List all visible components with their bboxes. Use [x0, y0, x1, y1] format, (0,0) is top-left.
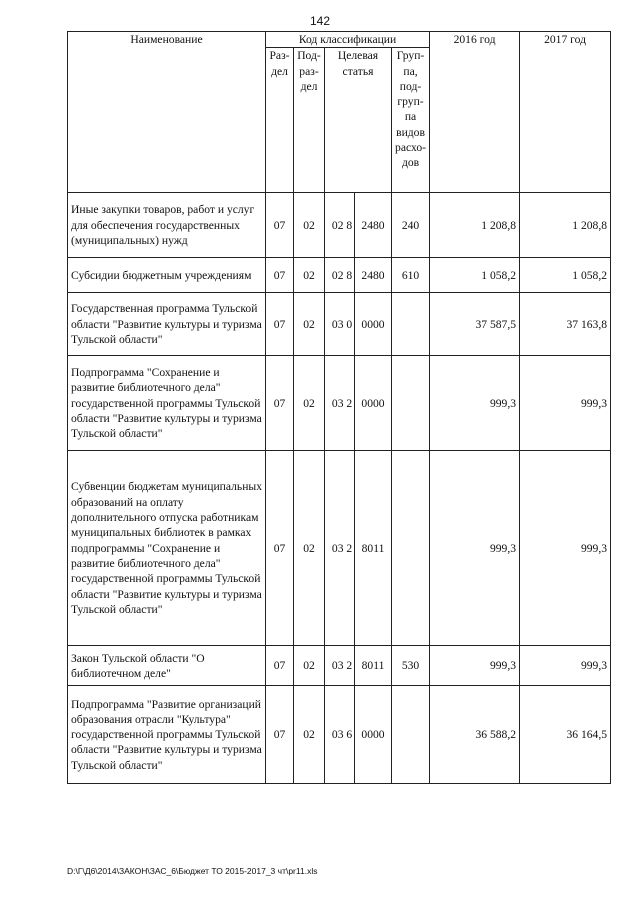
row-target-part3: 2480: [355, 258, 392, 293]
row-podrazdel: 02: [294, 258, 325, 293]
header-year-2016: 2016 год: [430, 32, 520, 193]
row-podrazdel: 02: [294, 686, 325, 784]
row-razdel: 07: [266, 258, 294, 293]
row-target-part1: 03: [325, 451, 345, 646]
row-target-part3: 0000: [355, 356, 392, 451]
row-amount-2016: 999,3: [430, 356, 520, 451]
row-podrazdel: 02: [294, 646, 325, 686]
row-podrazdel: 02: [294, 451, 325, 646]
table-row: [68, 356, 611, 451]
row-razdel: 07: [266, 451, 294, 646]
row-target-part2: 0: [345, 293, 355, 356]
page-number: 142: [309, 14, 331, 28]
row-target-part3: 8011: [355, 646, 392, 686]
header-code-group: Код классификации: [266, 32, 430, 48]
header-target-article: Целевая статья: [325, 48, 392, 193]
row-target-part1: 03: [325, 356, 345, 451]
row-target-part2: 6: [345, 686, 355, 784]
table-row: [68, 646, 611, 686]
file-path-footer: D:\Г\Д6\2014\ЗАКОН\ЗАС_6\Бюджет ТО 2015-2017_3 чт\pr11.xls: [67, 866, 318, 876]
header-year-2017: 2017 год: [520, 32, 611, 193]
row-expense-type: 610: [392, 258, 430, 293]
row-amount-2017: 999,3: [520, 451, 611, 646]
row-target-part3: 0000: [355, 293, 392, 356]
row-target-part2: 8: [345, 258, 355, 293]
row-amount-2016: 36 588,2: [430, 686, 520, 784]
row-amount-2016: 1 058,2: [430, 258, 520, 293]
row-target-part2: 2: [345, 451, 355, 646]
row-amount-2017: 37 163,8: [520, 293, 611, 356]
table-row: [68, 686, 611, 784]
row-amount-2016: 37 587,5: [430, 293, 520, 356]
row-target-part1: 03: [325, 646, 345, 686]
row-expense-type: 530: [392, 646, 430, 686]
row-target-part1: 03: [325, 686, 345, 784]
budget-table: [67, 31, 611, 784]
row-razdel: 07: [266, 356, 294, 451]
table-row: [68, 258, 611, 293]
row-expense-type: [392, 356, 430, 451]
row-razdel: 07: [266, 293, 294, 356]
header-razdel: Раз- дел: [266, 48, 294, 193]
row-name: Иные закупки товаров, работ и услуг для обеспечения государственных (муниципальных) нужд: [68, 193, 266, 258]
header-expense-group: Груп- па, под- груп- па видов расхо- дов: [392, 48, 430, 193]
row-name: Субвенции бюджетам муниципальных образований на оплату дополнительного отпуска работникам муниципальных библиотек в рамках подпрограммы "Сохранение и развитие библиотечного дела" государственной программы Тульской области "Развитие культуры и туризма Тульской области": [68, 451, 266, 646]
row-target-part1: 02: [325, 258, 345, 293]
row-name: Субсидии бюджетным учреждениям: [68, 258, 266, 293]
row-target-part1: 03: [325, 293, 345, 356]
header-podrazdel: Под- раз- дел: [294, 48, 325, 193]
row-target-part2: 2: [345, 356, 355, 451]
header-name: Наименование: [68, 32, 266, 193]
table-row: [68, 193, 611, 258]
row-razdel: 07: [266, 193, 294, 258]
row-razdel: 07: [266, 646, 294, 686]
row-name: Государственная программа Тульской области "Развитие культуры и туризма Тульской области": [68, 293, 266, 356]
row-target-part3: 2480: [355, 193, 392, 258]
row-podrazdel: 02: [294, 293, 325, 356]
row-amount-2017: 1 208,8: [520, 193, 611, 258]
row-name: Подпрограмма "Развитие организаций образования отрасли "Культура" государственной программы Тульской области "Развитие культуры и туризма Тульской области": [68, 686, 266, 784]
row-target-part3: 8011: [355, 451, 392, 646]
row-amount-2017: 999,3: [520, 646, 611, 686]
row-target-part2: 8: [345, 193, 355, 258]
row-amount-2017: 36 164,5: [520, 686, 611, 784]
row-expense-type: [392, 451, 430, 646]
table-row: [68, 293, 611, 356]
row-amount-2017: 1 058,2: [520, 258, 611, 293]
row-expense-type: [392, 686, 430, 784]
row-target-part1: 02: [325, 193, 345, 258]
row-target-part2: 2: [345, 646, 355, 686]
row-amount-2016: 999,3: [430, 646, 520, 686]
row-amount-2016: 1 208,8: [430, 193, 520, 258]
row-expense-type: [392, 293, 430, 356]
table-row: [68, 451, 611, 646]
row-razdel: 07: [266, 686, 294, 784]
row-expense-type: 240: [392, 193, 430, 258]
row-name: Подпрограмма "Сохранение и развитие библиотечного дела" государственной программы Тульской области "Развитие культуры и туризма Тульской области": [68, 356, 266, 451]
row-podrazdel: 02: [294, 193, 325, 258]
row-amount-2016: 999,3: [430, 451, 520, 646]
row-target-part3: 0000: [355, 686, 392, 784]
row-name: Закон Тульской области "О библиотечном деле": [68, 646, 266, 686]
row-podrazdel: 02: [294, 356, 325, 451]
row-amount-2017: 999,3: [520, 356, 611, 451]
